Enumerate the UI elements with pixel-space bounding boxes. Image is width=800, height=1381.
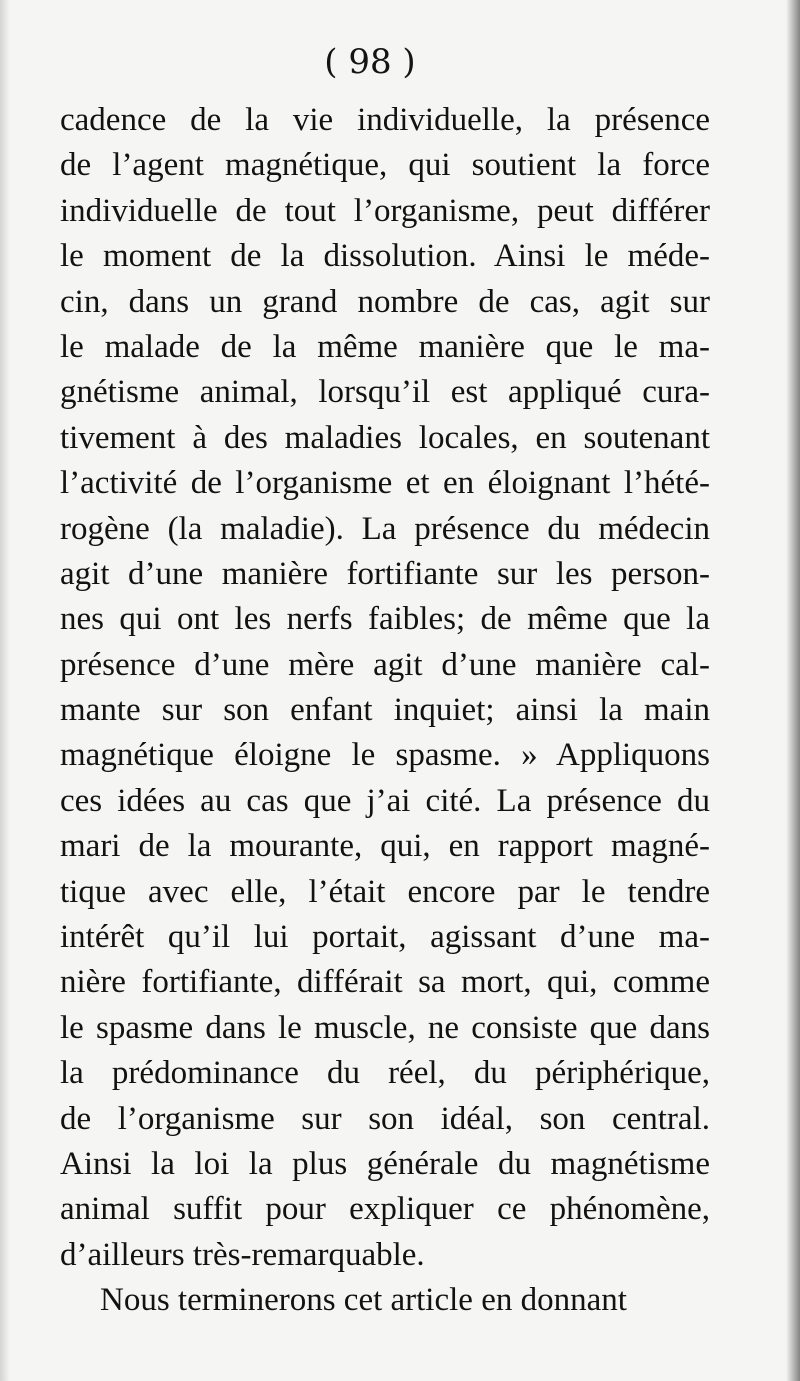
text-line: mante sur son enfant inquiet; ainsi la main [60,692,710,729]
text-line: mari de la mourante, qui, en rapport magné- [60,828,710,865]
text-line: individuelle de tout l’organisme, peut différer [60,192,710,229]
text-line: cin, dans un grand nombre de cas, agit sur [60,283,710,320]
text-line: animal suffit pour expliquer ce phénomène, [60,1191,710,1228]
text-line: de l’organisme sur son idéal, son central. [60,1100,710,1137]
text-line: le moment de la dissolution. Ainsi le méde- [60,238,710,275]
text-line: Ainsi la loi la plus générale du magnétisme [60,1145,710,1182]
text-line: magnétique éloigne le spasme. » Appliquons [60,737,710,774]
body-text [60,98,710,1324]
page-left-edge-shadow [0,0,10,1381]
text-line: gnétisme animal, lorsqu’il est appliqué cura- [60,374,710,411]
text-line: le spasme dans le muscle, ne consiste que dans [60,1009,710,1046]
text-line: l’activité de l’organisme et en éloignant l’hété- [60,465,710,502]
paragraph-start-line: Nous terminerons cet article en donnant [100,1282,627,1319]
text-line: ces idées au cas que j’ai cité. La présence du [60,782,710,819]
page-number: ( 98 ) [324,42,416,82]
text-line: de l’agent magnétique, qui soutient la force [60,147,710,184]
text-line: agit d’une manière fortifiante sur les person- [60,555,710,592]
text-line: présence d’une mère agit d’une manière cal- [60,646,710,683]
text-line: la prédominance du réel, du périphérique, [60,1055,710,1092]
text-line: nes qui ont les nerfs faibles; de même que la [60,601,710,638]
text-line: nière fortifiante, différait sa mort, qui, comme [60,964,710,1001]
page-right-edge-shadow [786,0,800,1381]
text-line: rogène (la maladie). La présence du médecin [60,510,710,547]
text-line: tique avec elle, l’était encore par le tendre [60,873,710,910]
text-line: intérêt qu’il lui portait, agissant d’une ma- [60,919,710,956]
text-line: d’ailleurs très-remarquable. [60,1236,425,1273]
text-line: tivement à des maladies locales, en soutenant [60,419,710,456]
text-line: le malade de la même manière que le ma- [60,328,710,365]
text-line: cadence de la vie individuelle, la présence [60,102,710,138]
